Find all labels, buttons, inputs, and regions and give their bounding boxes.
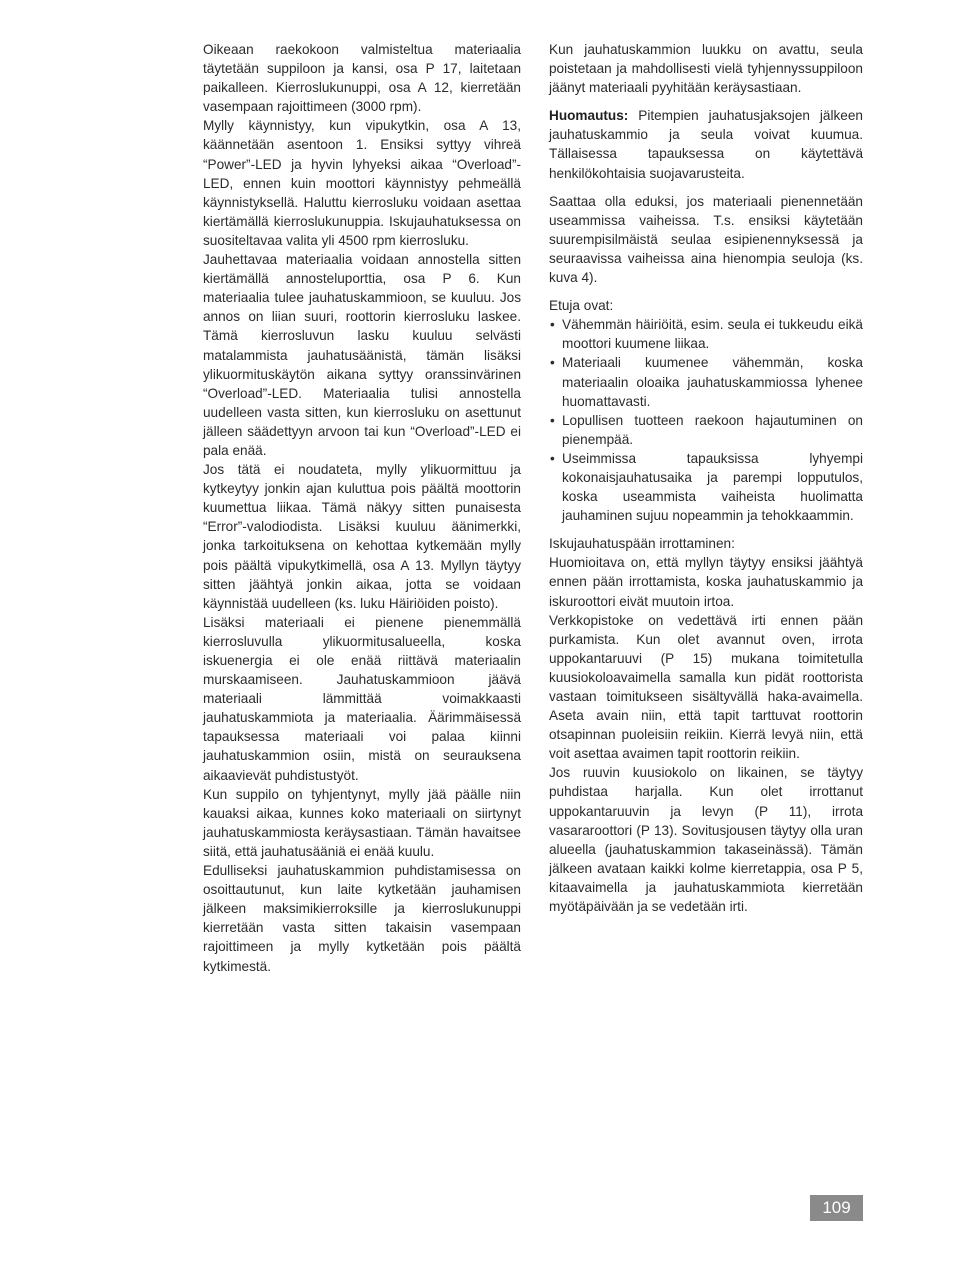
page-number: 109: [810, 1195, 863, 1221]
list-item-text: Useimmissa tapauksissa lyhyempi kokonaisjauhatusaika ja parempi lopputulos, koska useammista vaiheista huolimatta jauhaminen sujuu nopeammin ja tehokkaammin.: [562, 450, 863, 524]
paragraph-cleaning: Edulliseksi jauhatuskammion puhdistamisessa on osoittautunut, kun laite kytketään jauhamisen jälkeen maksimikierroksille ja kierroslukunuppi kierretään vasta sitten takaisin vasempaan rajoittimeen ja mylly kytketään pois päältä kytkimestä.: [203, 863, 521, 974]
paragraph-fill-hopper: Oikeaan raekokoon valmisteltua materiaalia täytetään suppiloon ja kansi, osa P 17, laitetaan paikalleen. Kierroslukunuppi, osa A 12, kierretään vasempaan rajoittimeen (3000 rpm).: [203, 42, 521, 115]
left-column: [203, 40, 521, 976]
list-item-text: Vähemmän häiriöitä, esim. seula ei tukkeudu eikä moottori kuumene liikaa.: [562, 317, 863, 352]
right-column: [549, 40, 863, 916]
list-item-text: Materiaali kuumenee vähemmän, koska materiaalin oloaika jauhatuskammiossa lyhenee huomattavasti.: [562, 355, 863, 409]
note-paragraph: [549, 106, 863, 182]
paragraph-stepwise: Saattaa olla eduksi, jos materiaali pienennetään useammissa vaiheissa. T.s. ensiksi käytetään suurempisilmäistä seulaa esipienennyksessä ja seuraavissa vaiheissa aina hienompia seuloja (ks. kuva 4).: [549, 193, 863, 286]
paragraph-start-mill: Mylly käynnistyy, kun vipukytkin, osa A 13, käännetään asentoon 1. Ensiksi syttyy vihreä “Power”-LED ja hyvin lyhyeksi aikaa “Overload”-LED, ennen kuin moottori käynnistyy pehmeällä käynnistyksellä. Haluttu kierrosluku voidaan asettaa kiertämällä kierroslukunuppia. Iskujauhatuksessa on suositeltavaa valita yli 4500 rpm kierrosluku.: [203, 118, 521, 248]
list-item: [549, 315, 863, 353]
paragraph-overload: Jos tätä ei noudateta, mylly ylikuormittuu ja kytkeytyy jonkin ajan kuluttua pois päältä moottorin kuumettua liikaa. Tämä näkyy sitten punaisesta “Error”-valodiodista. Lisäksi kuuluu äänimerkki, jonka tarkoituksena on kehottaa kytkemään mylly pois päältä vipukytkimellä, osa A 13. Myllyn täytyy sitten jäähtyä jonkin aikaa, jotta se voidaan käynnistää uudelleen (ks. luku Häiriöiden poisto).: [203, 462, 521, 611]
section-heading: Iskujauhatuspään irrottaminen:: [549, 536, 735, 552]
benefits-list: [549, 315, 863, 525]
list-item: [549, 449, 863, 525]
paragraph-hopper-empty: Kun suppilo on tyhjentynyt, mylly jää päälle niin kauaksi aikaa, kunnes koko materiaali on siirtynyt jauhatuskammiosta keräysastiaan. Tämän havaitsee siitä, että jauhatusääniä ei enää kuulu.: [203, 786, 521, 859]
paragraph-dosing: Jauhettavaa materiaalia voidaan annostella sitten kiertämällä annosteluporttia, osa P 6. Kun materiaalia tulee jauhatuskammioon, se kuuluu. Jos annos on liian suuri, roottorin kierrosluku laskee. Tämä kierrosluvun lasku kuuluu selvästi matalammista jauhatusäänistä, tämän lisäksi ylikuormituskäytön aikana syttyy oranssinvärinen “Overload”-LED. Materiaalia tulisi annostella uudelleen vasta sitten, kun kierrosluku on asettunut jälleen säädettyyn arvoon tai kun “Overload”-LED ei pala enää.: [203, 252, 521, 458]
note-label: Huomautus:: [549, 108, 629, 124]
paragraph-open-chamber: Kun jauhatuskammion luukku on avattu, seula poistetaan ja mahdollisesti vielä tyhjennyssuppiloon jäänyt materiaali pyyhitään keräysastiaan.: [549, 42, 863, 96]
bullet-icon: •: [550, 412, 555, 428]
bullet-icon: •: [550, 450, 555, 466]
paragraph-unplug: Verkkopistoke on vedettävä irti ennen pään purkamista. Kun olet avannut oven, irrota uppokantaruuvi (P 15) mukana toimitetulla kuusiokoloavaimella samalla kun pidät roottorista vastaan toimitukseen sisältyvällä haka-avaimella. Aseta avain niin, että tapit tarttuvat roottorin otsapinnan puoleisiin reikiin. Kierrä levyä niin, että voit asettaa avaimen tapit roottorin reikiin.: [549, 612, 863, 762]
list-item: [549, 353, 863, 410]
list-item: [549, 411, 863, 449]
bullet-icon: •: [550, 317, 555, 333]
paragraph-cool-down: Huomioitava on, että myllyn täytyy ensiksi jäähtyä ennen pään irrottamista, koska jauhatuskammio ja iskuroottori eivät muutoin irtoa.: [549, 555, 863, 609]
list-item-text: Lopullisen tuotteen raekoon hajautuminen on pienempää.: [562, 412, 863, 447]
note-text: Pitempien jauhatusjaksojen jälkeen jauhatuskammio ja seula voivat kuumua. Tällaisessa tapauksessa on käytettävä henkilökohtaisia suojavarusteita.: [549, 108, 863, 181]
benefits-title: Etuja ovat:: [549, 298, 614, 314]
paragraph-remove-rotor: Jos ruuvin kuusiokolo on likainen, se täytyy puhdistaa harjalla. Kun olet irrottanut uppokantaruuvin ja levyn (P 11), irrota vasararoottori (P 13). Sovitusjousen täytyy olla uran alueella (jauhatuskammion takaseinässä). Tämän jälkeen avataan kaikki kolme kierretappia, osa P 5, kitaavaimella ja jauhatuskammiota kierretään myötäpäivään ja se vedetään irti.: [549, 765, 863, 915]
bullet-icon: •: [550, 355, 555, 371]
paragraph-low-speed: Lisäksi materiaali ei pienene pienemmällä kierrosluvulla ylikuormitusalueella, koska iskuenergia ei ole enää riittävä materiaalin murskaamiseen. Jauhatuskammioon jäävä materiaali lämmittää voimakkaasti jauhatuskammiota ja materiaalia. Äärimmäisessä tapauksessa materiaali voi palaa kiinni jauhatuskammion osiin, mistä on seurauksena aikaavievät puhdistustyöt.: [203, 614, 521, 783]
